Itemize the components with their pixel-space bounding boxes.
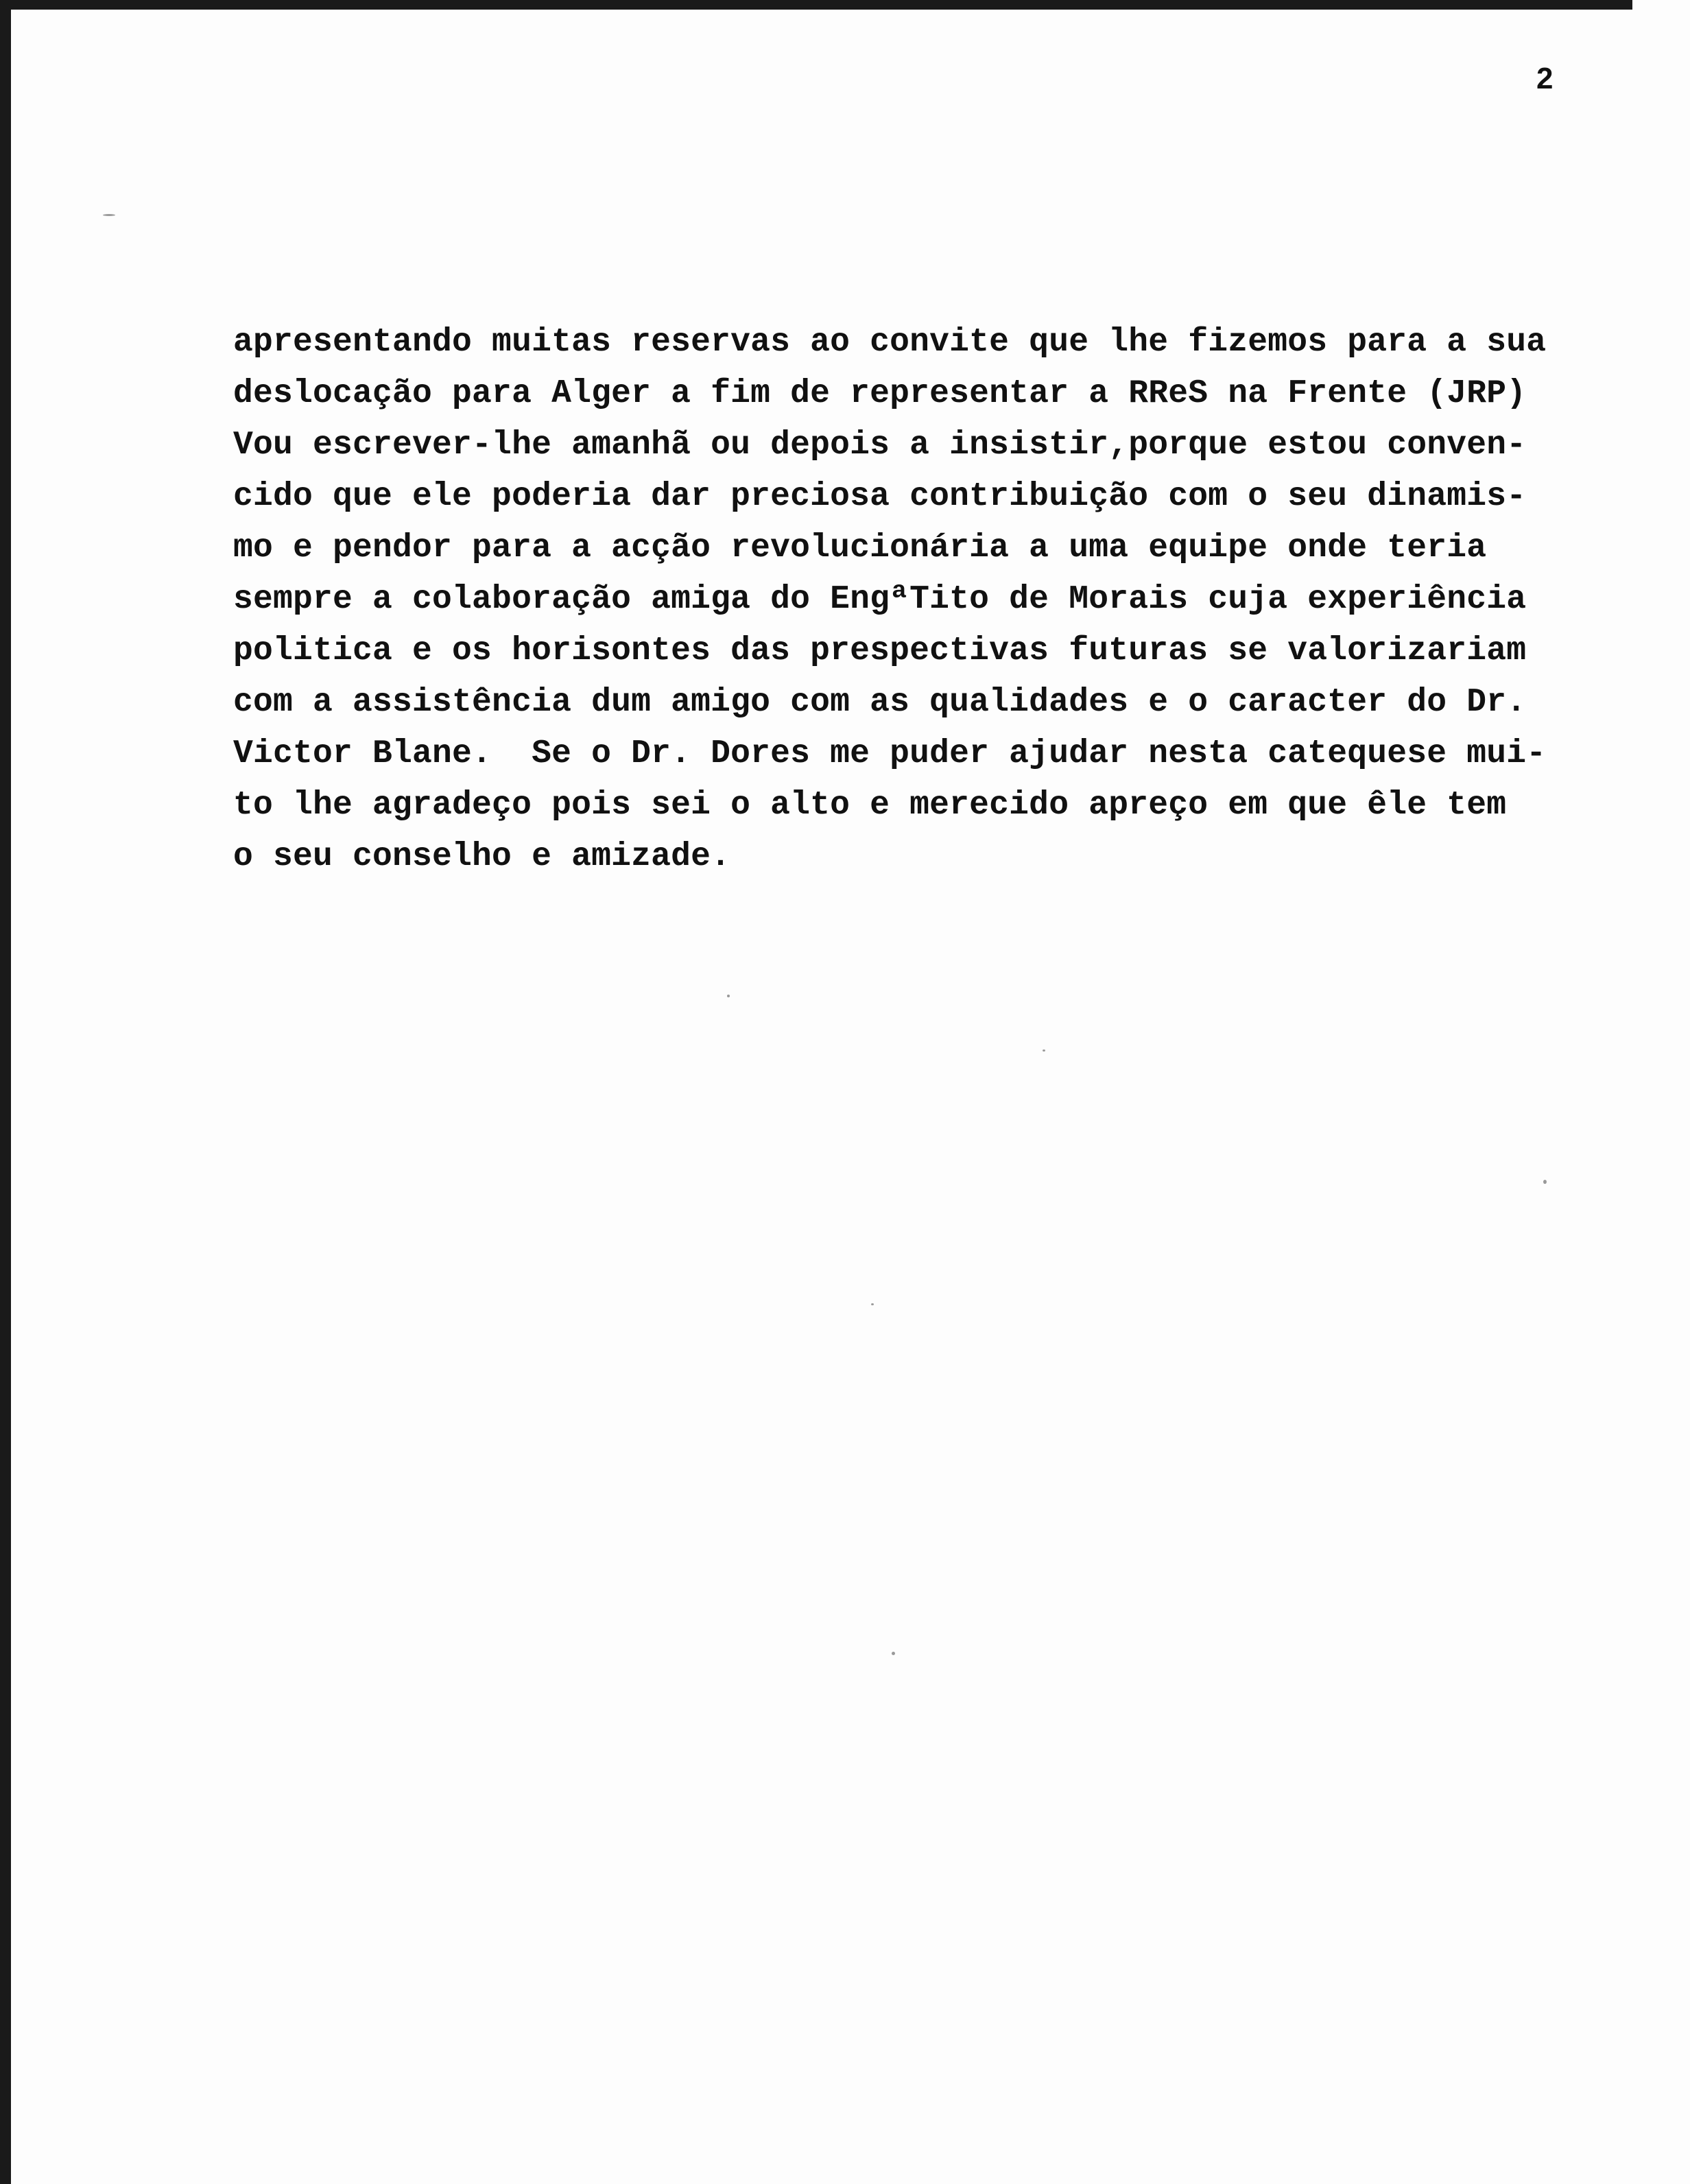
text-line: to lhe agradeço pois sei o alto e merecido apreço em que êle tem [233,787,1507,824]
scan-speck [892,1652,895,1655]
scan-speck [1543,1180,1547,1184]
scan-edge-left [0,0,11,2184]
page-number: 2 [1536,62,1554,95]
letter-body [233,317,1632,883]
scan-speck [871,1303,874,1305]
scan-edge-top [0,0,1632,10]
text-line: mo e pendor para a acção revolucionária a uma equipe onde teria [233,530,1487,567]
text-line: politica e os horisontes das prespectivas futuras se valorizariam [233,632,1527,669]
scan-speck [1043,1049,1045,1052]
text-line: Vou escrever-lhe amanhã ou depois a insistir,porque estou conven- [233,427,1527,464]
scan-speck [103,214,115,216]
text-line: sempre a colaboração amiga do EngªTito de Morais cuja experiência [233,581,1527,618]
text-line: com a assistência dum amigo com as qualidades e o caracter do Dr. [233,684,1527,721]
text-line: Victor Blane. Se o Dr. Dores me puder ajudar nesta catequese mui- [233,735,1547,772]
text-line: o seu conselho e amizade. [233,838,731,875]
text-line: apresentando muitas reservas ao convite que lhe fizemos para a sua [233,324,1547,361]
scan-speck [727,995,730,997]
text-line: deslocação para Alger a fim de representar a RReS na Frente (JRP) [233,375,1527,412]
text-line: cido que ele poderia dar preciosa contribuição com o seu dinamis- [233,478,1527,515]
